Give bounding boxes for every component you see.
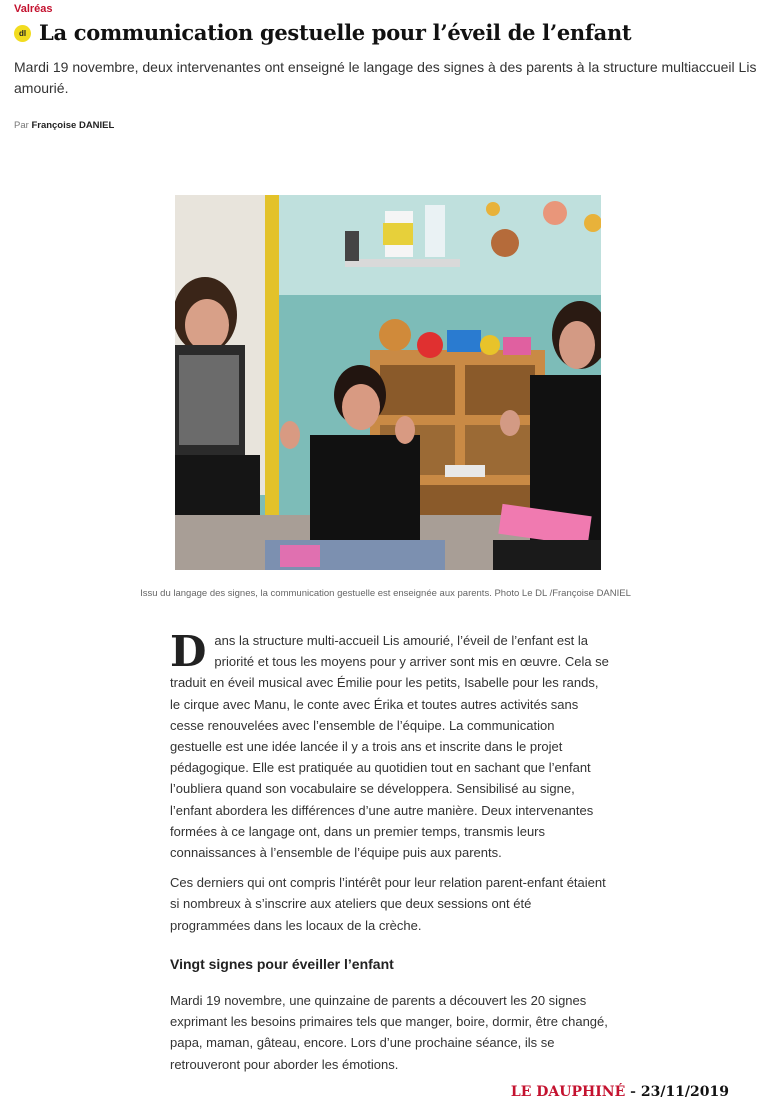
byline-prefix: Par [14, 120, 29, 131]
article-lead: Mardi 19 novembre, deux intervenantes ont enseigné le langage des signes à des parents à la structure multiaccueil Lis amourié. [14, 59, 757, 96]
paragraph-2: Ces derniers qui ont compris l’intérêt pour leur relation parent-enfant étaient si nombreux à s’inscrire aux ateliers que deux sessions ont été programmées dans les locaux de la crèche. [170, 875, 606, 933]
footer-separator: - [625, 1084, 641, 1100]
article-body [170, 627, 610, 1084]
section-subhead: Vingt signes pour éveiller l’enfant [170, 955, 394, 972]
photo-caption: Issu du langage des signes, la communication gestuelle est enseignée aux parents. Photo Le DL /Françoise DANIEL [140, 588, 631, 599]
source-footer [511, 1084, 729, 1100]
byline-author[interactable]: Françoise DANIEL [31, 120, 115, 131]
drop-cap: D [170, 627, 207, 676]
publication-date: 23/11/2019 [640, 1084, 729, 1100]
rubric-label[interactable]: Valréas [14, 3, 53, 15]
byline [14, 120, 114, 131]
paragraph-1-text: ans la structure multi-accueil Lis amourié, l’éveil de l’enfant est la priorité et tous les moyens pour y arriver sont mis en œuvre. Cela se traduit en éveil musical avec Émilie pour les petits, Isabelle pour les rands, le cirque avec Manu, le conte avec Érika et toutes autres activités sans cesse renouvelées avec l’ensemble de l’équipe. La communication gestuelle est une idée lancée il y a trois ans et inscrite dans le projet pédagogique. Elle est pratiquée au quotidien tout en sachant que l’enfant l’oubliera quand son vocabulaire se développera. Sensibilisé au signe, l’enfant abordera les différences d’une autre manière. Deux intervenantes formées à ce langage ont, dans un premier temps, transmis leurs connaissances à l’ensemble de l’équipe puis aux parents. [170, 633, 609, 861]
article-photo[interactable] [175, 195, 601, 570]
headline [14, 20, 631, 45]
paragraph-3: Mardi 19 novembre, une quinzaine de parents a découvert les 20 signes exprimant les besoins primaires tels que manger, boire, dormir, être changé, papa, maman, gâteau, encore. Lors d’une prochaine séance, ils se retrouveront pour aborder les émotions. [170, 993, 608, 1072]
paragraph-1 [170, 627, 610, 863]
dl-logo-icon: dl [14, 25, 31, 42]
photo-illustration [175, 195, 601, 570]
publication-name: LE DAUPHINÉ [510, 1084, 626, 1100]
article-title: La communication gestuelle pour l’éveil de l’enfant [39, 20, 632, 45]
